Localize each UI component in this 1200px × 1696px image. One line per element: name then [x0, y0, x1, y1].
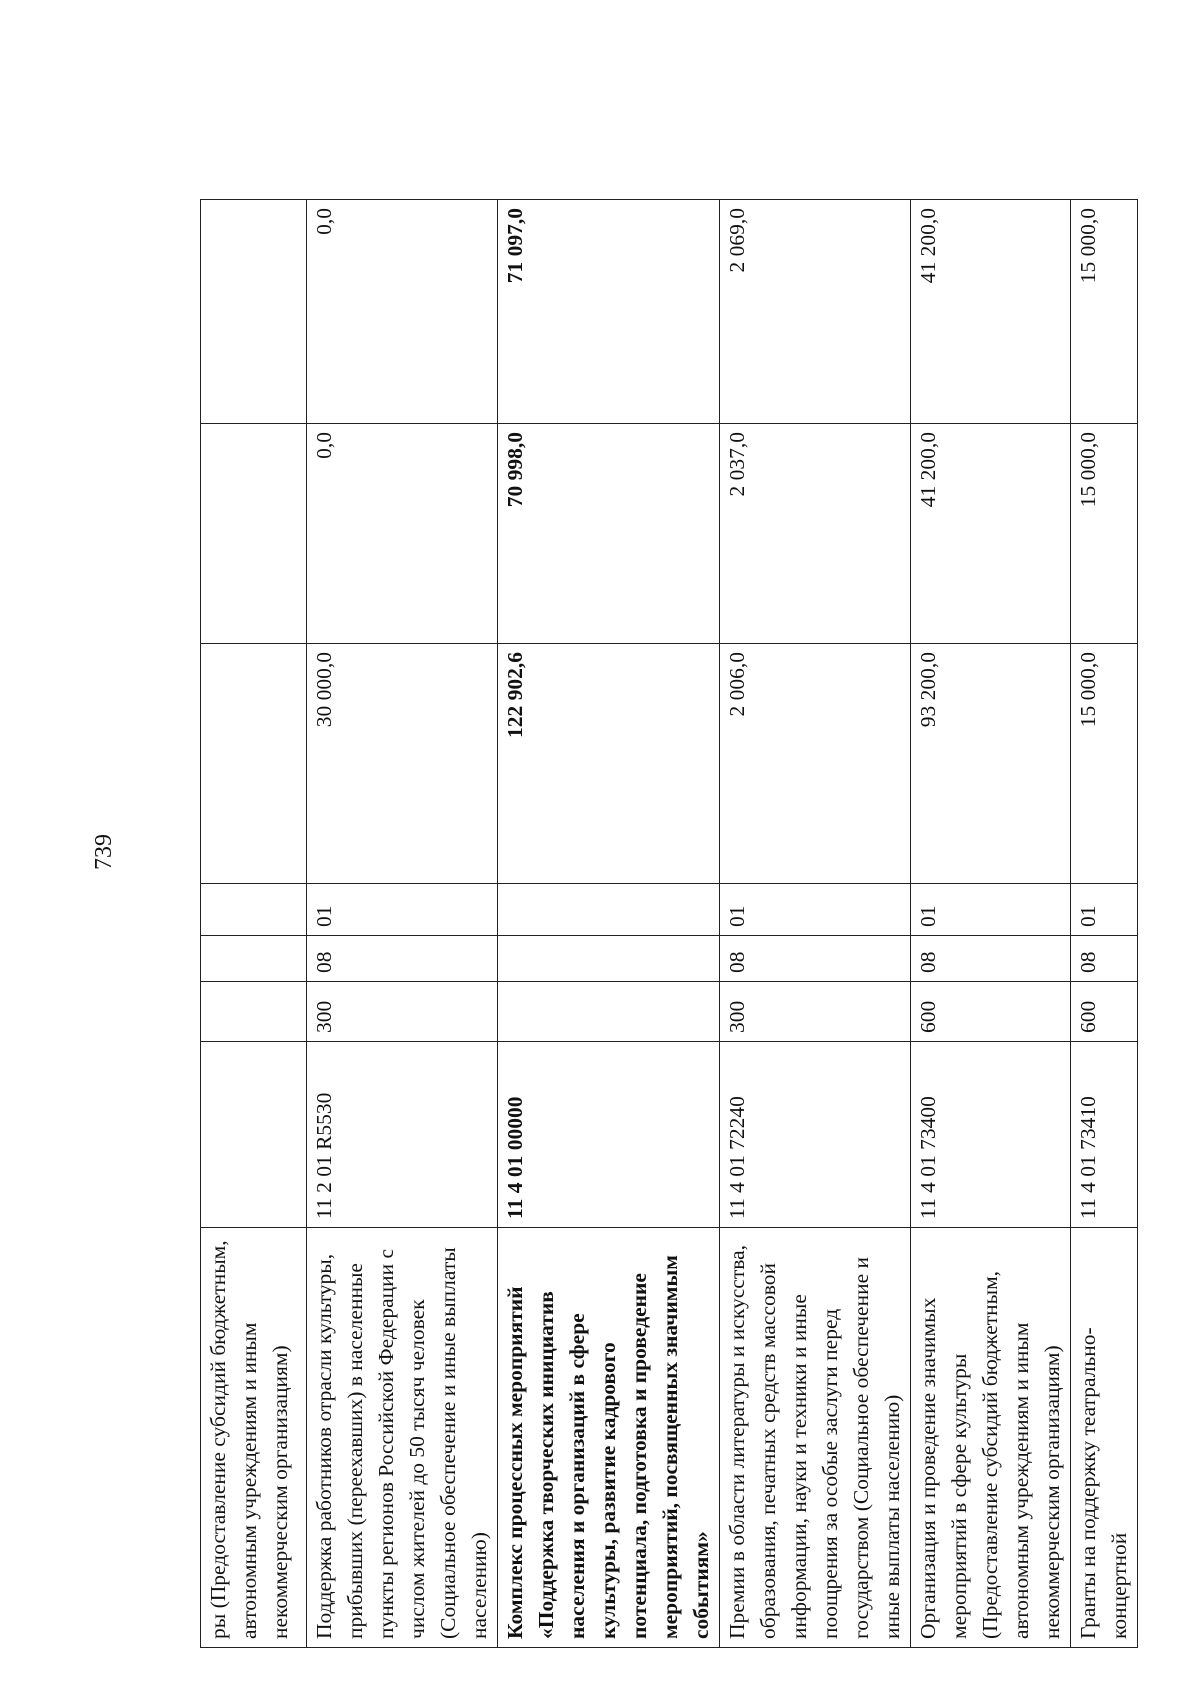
row-target-code: [201, 1042, 307, 1228]
row-section: 08: [720, 936, 911, 982]
row-expense-type: 300: [307, 982, 498, 1042]
table-row: [498, 200, 720, 1648]
row-amount-year-3: 0,0: [307, 200, 498, 424]
row-name: Премии в области литературы и искусства, образования, печатных средств массовой информации, науки и техники и иные поощрения за особые заслуги перед государством (Социальное обеспечение и иные выплаты населению): [720, 1228, 911, 1648]
row-name: Организация и проведение значимых мероприятий в сфере культуры (Предоставление субсидий бюджетным, автономным учреждениям и иным некоммерческим организациям): [911, 1228, 1071, 1648]
row-section: 08: [1071, 936, 1138, 982]
row-section: 08: [911, 936, 1071, 982]
row-subsection: 01: [720, 884, 911, 936]
row-subsection: 01: [1071, 884, 1138, 936]
row-expense-type: [498, 982, 720, 1042]
row-amount-year-1: 93 200,0: [911, 644, 1071, 884]
row-subsection: [498, 884, 720, 936]
row-amount-year-2: 15 000,0: [1071, 424, 1138, 644]
table-row: [720, 200, 911, 1648]
row-subsection: 01: [307, 884, 498, 936]
row-name: Гранты на поддержку театрально-концертной: [1071, 1228, 1138, 1648]
row-amount-year-1: 15 000,0: [1071, 644, 1138, 884]
row-amount-year-1: 30 000,0: [307, 644, 498, 884]
row-name: Комплекс процессных мероприятий «Поддержка творческих инициатив населения и организаций в сфере культуры, развитие кадрового потенциала, подготовка и проведение мероприятий, посвященных значимым событиям»: [498, 1228, 720, 1648]
row-amount-year-1: 2 006,0: [720, 644, 911, 884]
row-amount-year-2: [201, 424, 307, 644]
row-target-code: 11 4 01 72240: [720, 1042, 911, 1228]
row-target-code: 11 4 01 00000: [498, 1042, 720, 1228]
row-target-code: 11 4 01 73410: [1071, 1042, 1138, 1228]
page-number: 739: [91, 834, 117, 870]
row-amount-year-1: 122 902,6: [498, 644, 720, 884]
row-amount-year-3: 2 069,0: [720, 200, 911, 424]
row-name: ры (Предоставление субсидий бюджетным, автономным учреждениям и иным некоммерческим организациям): [201, 1228, 307, 1648]
row-section: [201, 936, 307, 982]
table-row: [1071, 200, 1138, 1648]
table-row: [307, 200, 498, 1648]
rotated-page: [200, 200, 1131, 1648]
row-name: Поддержка работников отрасли культуры, прибывших (переехавших) в населенные пункты регионов Российской Федерации с числом жителей до 50 тысяч человек (Социальное обеспечение и иные выплаты населению): [307, 1228, 498, 1648]
row-amount-year-2: 41 200,0: [911, 424, 1071, 644]
row-amount-year-3: 71 097,0: [498, 200, 720, 424]
row-amount-year-1: [201, 644, 307, 884]
row-expense-type: [201, 982, 307, 1042]
row-amount-year-2: 0,0: [307, 424, 498, 644]
row-subsection: [201, 884, 307, 936]
row-expense-type: 600: [1071, 982, 1138, 1042]
row-section: 08: [307, 936, 498, 982]
row-expense-type: 600: [911, 982, 1071, 1042]
row-subsection: 01: [911, 884, 1071, 936]
table-row: [911, 200, 1071, 1648]
row-amount-year-2: 2 037,0: [720, 424, 911, 644]
row-expense-type: 300: [720, 982, 911, 1042]
row-amount-year-3: [201, 200, 307, 424]
row-amount-year-2: 70 998,0: [498, 424, 720, 644]
row-target-code: 11 4 01 73400: [911, 1042, 1071, 1228]
row-section: [498, 936, 720, 982]
row-amount-year-3: 41 200,0: [911, 200, 1071, 424]
row-target-code: 11 2 01 R5530: [307, 1042, 498, 1228]
table-row: [201, 200, 307, 1648]
row-amount-year-3: 15 000,0: [1071, 200, 1138, 424]
budget-table: [200, 199, 1138, 1648]
